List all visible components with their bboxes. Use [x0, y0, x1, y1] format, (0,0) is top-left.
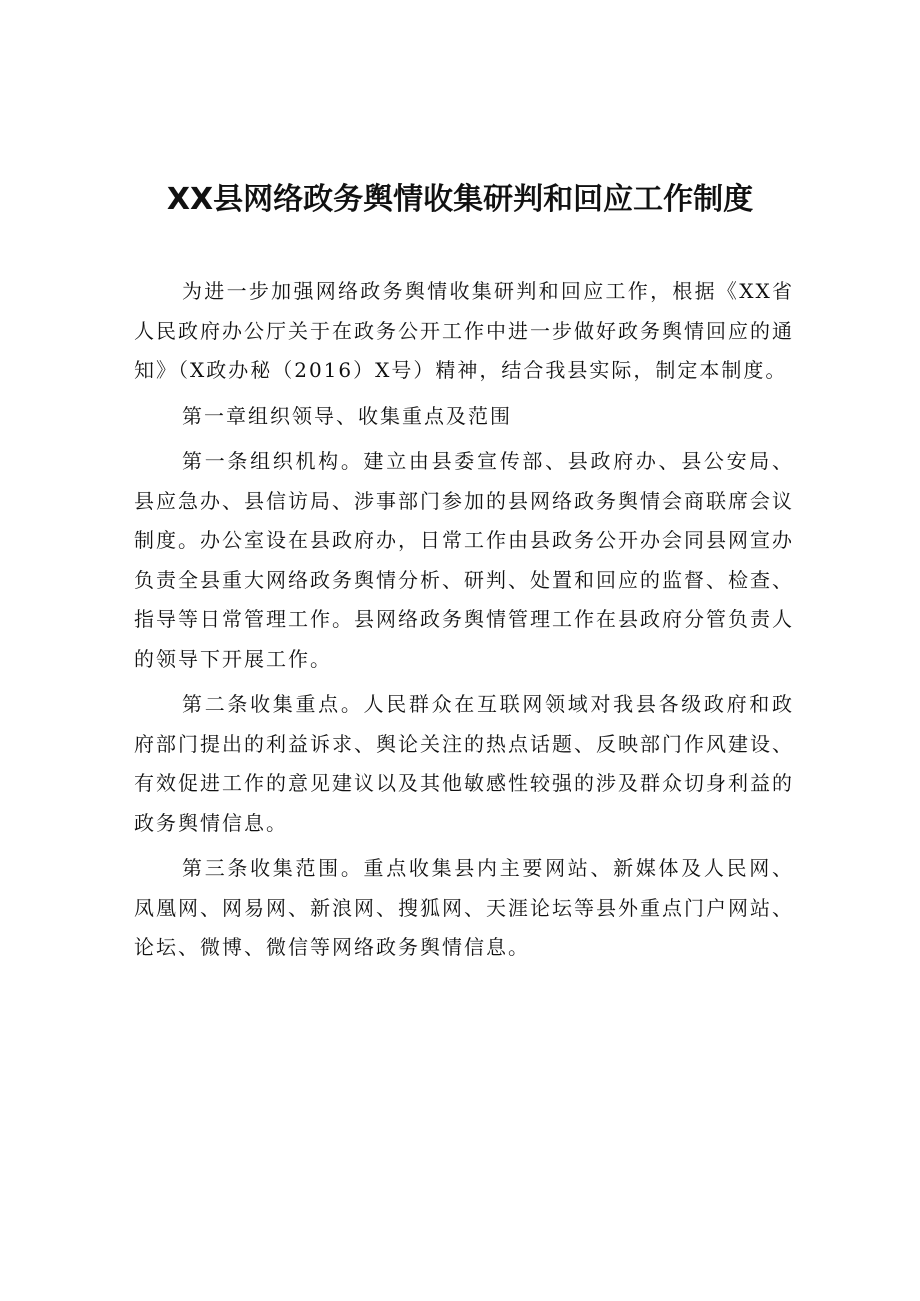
article-3: 第三条收集范围。重点收集县内主要网站、新媒体及人民网、凤凰网、网易网、新浪网、搜狐网、天涯论坛等县外重点门户网站、论坛、微博、微信等网络政务舆情信息。: [134, 856, 794, 959]
article-1: 第一条组织机构。建立由县委宣传部、县政府办、县公安局、县应急办、县信访局、涉事部门参加的县网络政务舆情会商联席会议制度。办公室设在县政府办，日常工作由县政务公开办会同县网宣办负责全县重大网络政务舆情分析、研判、处置和回应的监督、检查、指导等日常管理工作。县网络政务舆情管理工作在县政府分管负责人的领导下开展工作。: [134, 449, 794, 671]
document-body: [134, 272, 794, 974]
document-title: XX县网络政务舆情收集研判和回应工作制度: [166, 182, 754, 217]
article-2: 第二条收集重点。人民群众在互联网领域对我县各级政府和政府部门提出的利益诉求、舆论关注的热点话题、反映部门作风建设、有效促进工作的意见建议以及其他敏感性较强的涉及群众切身利益的政务舆情信息。: [134, 692, 794, 835]
paragraph-intro: 为进一步加强网络政务舆情收集研判和回应工作，根据《XX省人民政府办公厅关于在政务公开工作中进一步做好政务舆情回应的通知》（X政办秘（2016）X号）精神，结合我县实际，制定本制度。: [134, 279, 794, 382]
chapter-heading: 第一章组织领导、收集重点及范围: [182, 403, 512, 428]
